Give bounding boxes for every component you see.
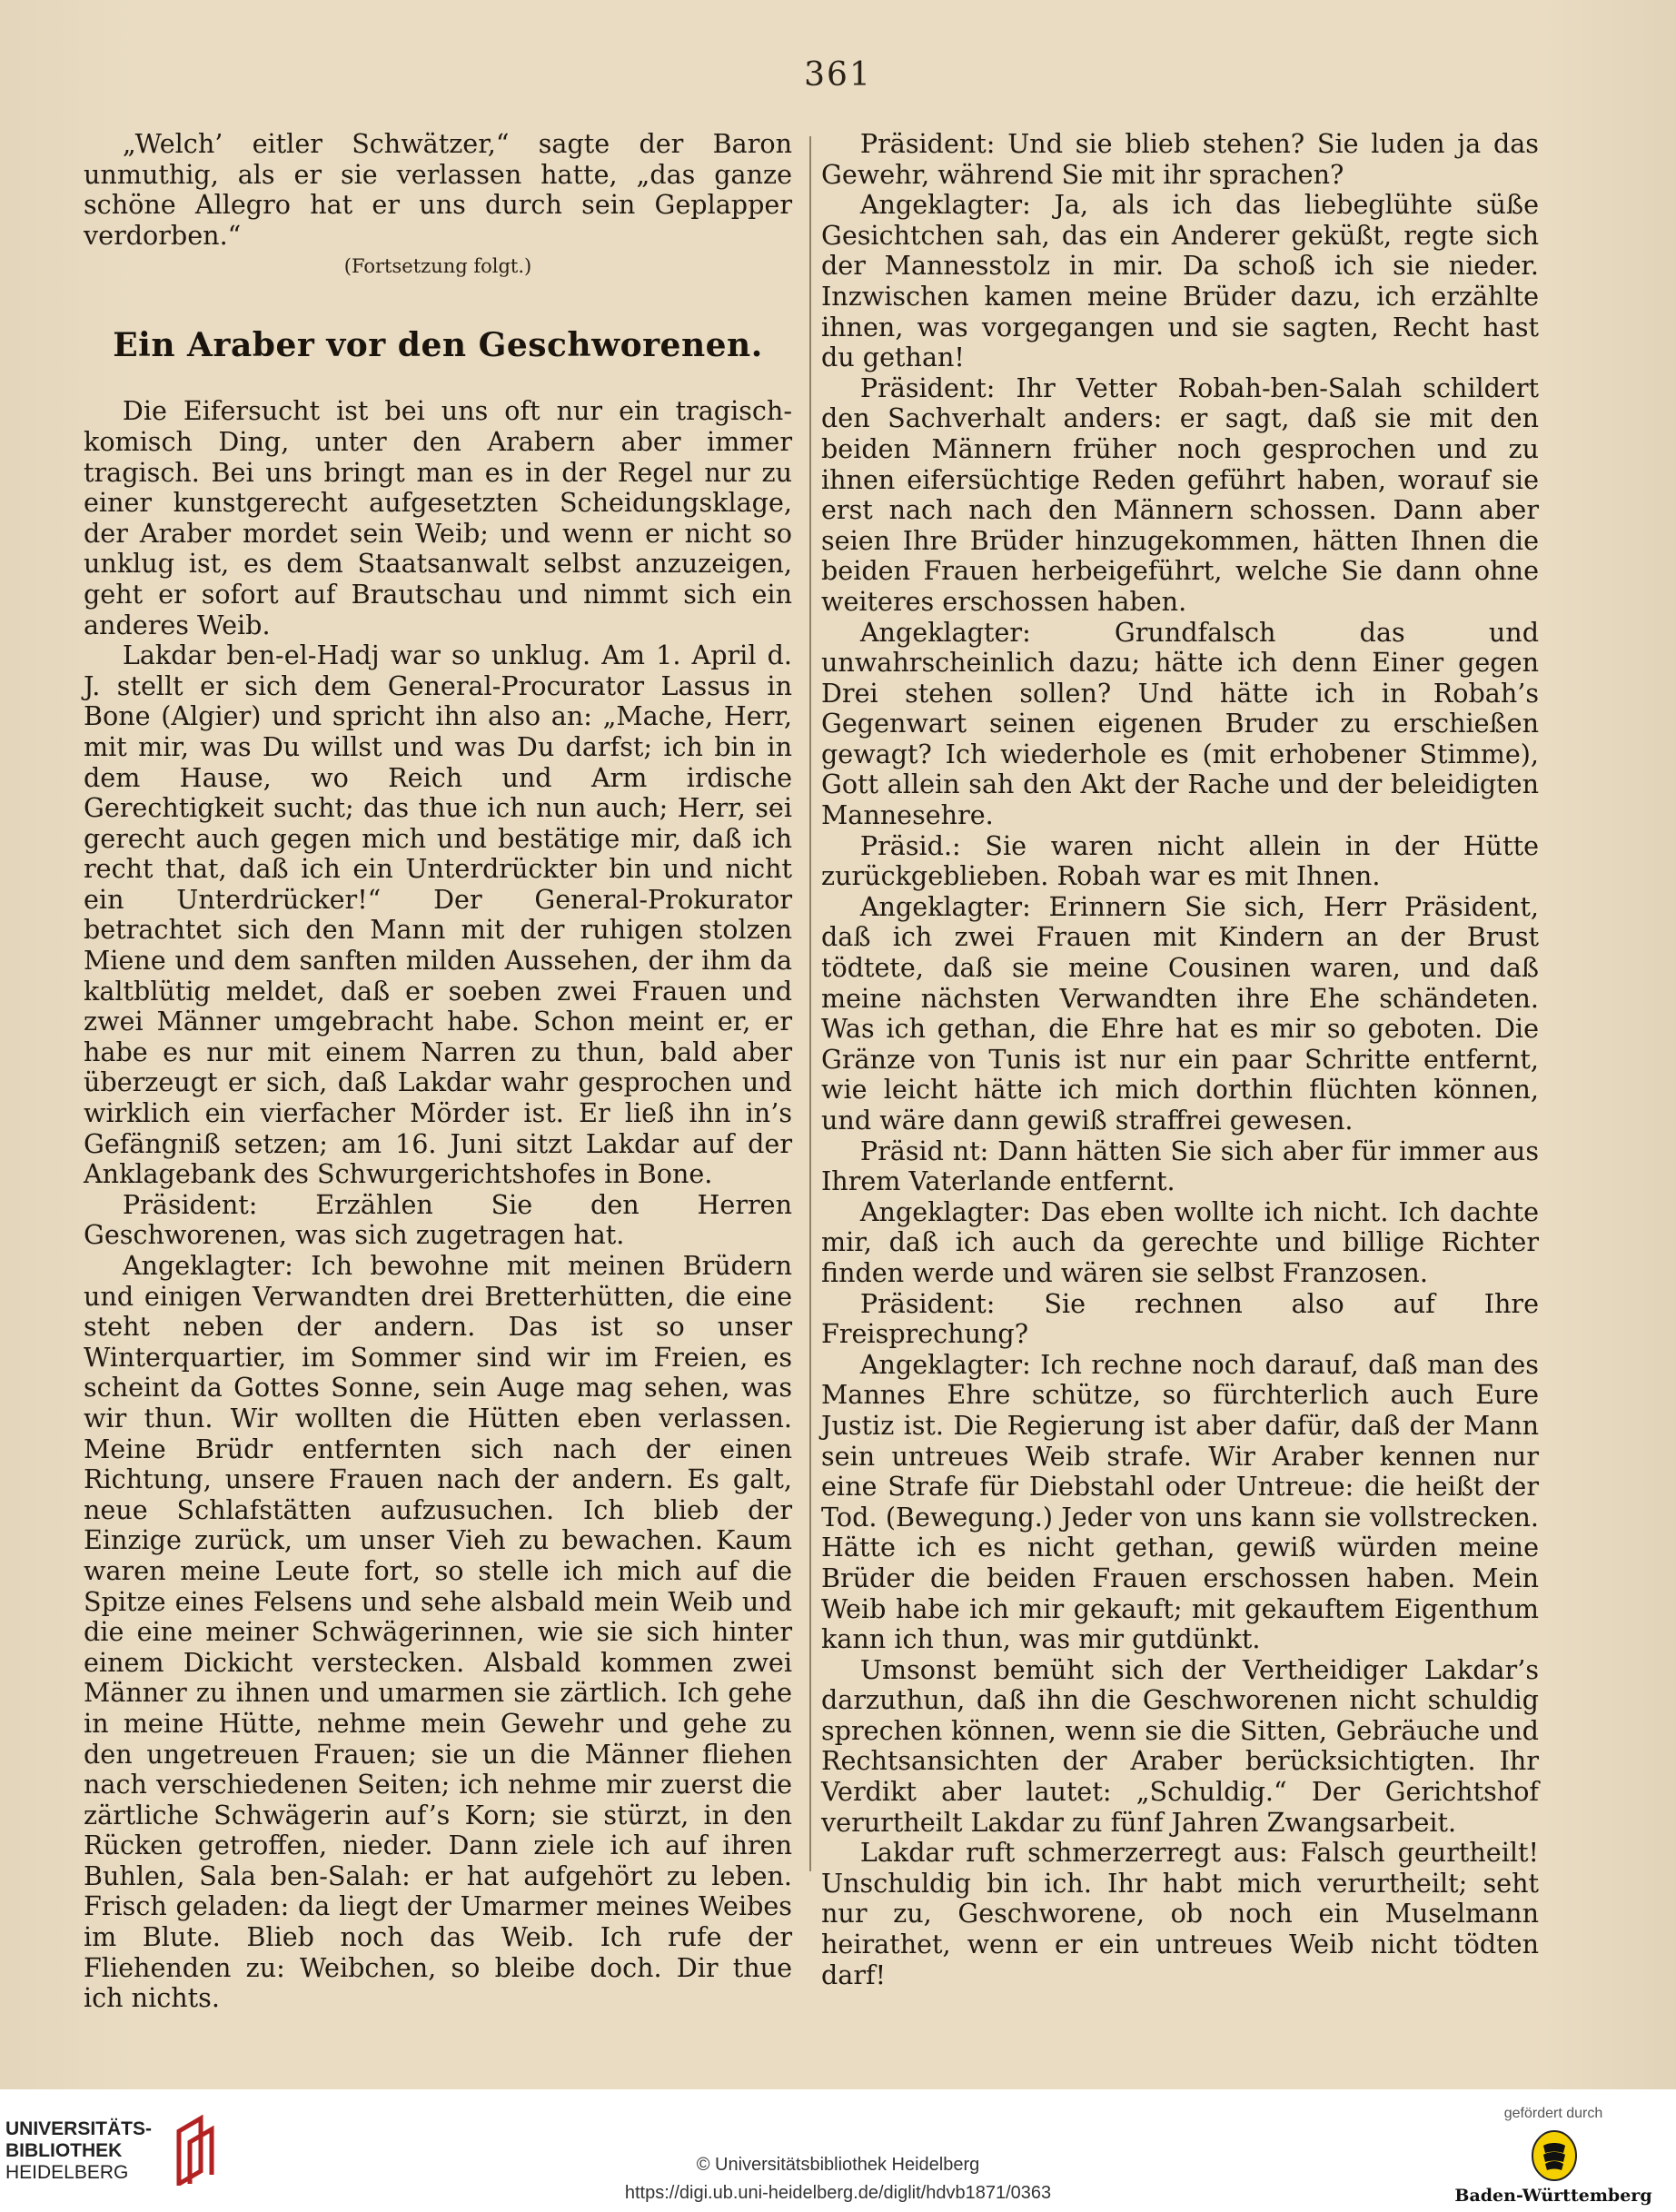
sponsor-block[interactable] [1453, 2106, 1653, 2210]
right-paragraph-1: Präsident: Und sie blieb stehen? Sie luden ja das Gewehr, während Sie mit ihr sprachen? [821, 128, 1539, 190]
left-paragraph-4: Angeklagter: Ich bewohne mit meinen Brüdern und einigen Verwandten drei Bretterhütten, die eine steht neben der andern. Das ist so unser Winterquartier, im Sommer sind wir im Freien, es scheint da Gottes Sonne, sein Auge mag sehen, was wir thun. Wir wollten die Hütten eben verlassen. Meine Brüdr entfernten sich nach der einen Richtung, unsere Frauen nach der andern. Es galt, neue Schlafstätten aufzusuchen. Ich blieb der Einzige zurück, um unser Vieh zu bewachen. Kaum waren meine Leute fort, so stelle ich mich auf die Spitze eines Felsens und sehe alsbald mein Weib und die eine meiner Schwägerinnen, wie sie sich hinter einem Dickicht verstecken. Alsbald kommen zwei Männer zu ihnen und umarmen sie zärtlich. Ich gehe in meine Hütte, nehme mein Gewehr und gehe zu den ungetreuen Frauen; sie un die Männer fliehen nach verschiedenen Seiten; ich nehme mir zuerst die zärtliche Schwägerin auf’s Korn; sie stürzt, in den Rücken getroffen, nieder. Dann ziele ich auf ihren Buhlen, Sala ben-Salah: er hat aufgehört zu leben. Frisch geladen: da liegt der Umarmer meines Weibes im Blute. Blieb noch das Weib. Ich rufe der Fliehenden zu: Weibchen, so bleibe doch. Dir thue ich nichts. [84, 1250, 792, 2014]
left-paragraph-1: Die Eifersucht ist bei uns oft nur ein tragisch-komisch Ding, unter den Arabern aber immer tragisch. Bei uns bringt man es in der Regel nur zu einer kunstgerecht aufgesetzten Scheidungsklage, der Araber mordet sein Weib; und wenn er nicht so unklug ist, es dem Staatsanwalt selbst anzuzeigen, geht er sofort auf Brautschau und nimmt sich ein anderes Weib. [84, 395, 792, 640]
right-column [821, 129, 1539, 1990]
sponsor-name: Baden-Württemberg [1454, 2186, 1652, 2206]
left-paragraph-3: Präsident: Erzählen Sie den Herren Geschworenen, was sich zugetragen hat. [84, 1188, 792, 1251]
right-paragraph-4: Angeklagter: Grundfalsch das und unwahrscheinlich dazu; hätte ich denn Einer gegen Drei stehen sollen? Und hätte ich in Robah’s Gegenwart seinen eigenen Bruder zu erschießen gewagt? Ich wiederhole es (mit erhobener Stimme), Gott allein sah den Akt der Rache und der beleidigten Mannesehre. [821, 616, 1539, 831]
library-line-1: UNIVERSITÄTS- [5, 2118, 153, 2139]
continuation-note: (Fortsetzung folgt.) [343, 255, 532, 278]
opening-paragraph: „Welch’ eitler Schwätzer,“ sagte der Baron unmuthig, als er sie verlassen hatte, „das ganze schöne Allegro hat er uns durch sein Geplapper verdorben.“ [84, 128, 792, 251]
right-paragraph-2: Angeklagter: Ja, als ich das liebeglühte süße Gesichtchen sah, das ein Anderer geküßt, regte sich der Mannesstolz in mir. Da schoß ich sie nieder. Inzwischen kamen meine Brüder dazu, ich erzählte ihnen, was vorgegangen und sie sagten, Recht hast du gethan! [821, 189, 1539, 373]
library-line-2: BIBLIOTHEK [5, 2140, 123, 2161]
document-url[interactable]: https://digi.ub.uni-heidelberg.de/diglit/hdvb1871/0363 [624, 2183, 1052, 2203]
right-paragraph-5: Präsid.: Sie waren nicht allein in der Hütte zurückgeblieben. Robah war es mit Ihnen. [821, 829, 1539, 892]
right-paragraph-7: Präsid nt: Dann hätten Sie sich aber für immer aus Ihrem Vaterlande entfernt. [821, 1135, 1539, 1197]
library-line-3: HEIDELBERG [5, 2162, 129, 2183]
left-column [84, 129, 792, 2014]
right-paragraph-12: Lakdar ruft schmerzerregt aus: Falsch geurtheilt! Unschuldig bin ich. Ihr habt mich verurtheilt; seht nur zu, Geschworene, ob noch ein Muselmann heirathet, wenn er ein untreues Weib nicht tödten darf! [821, 1837, 1539, 1990]
column-divider [809, 136, 811, 1871]
right-paragraph-11: Umsonst bemüht sich der Vertheidiger Lakdar’s darzuthun, daß ihn die Geschworenen nicht schuldig sprechen können, wenn sie die Sitten, Gebräuche und Rechtsansichten der Araber berücksichtigten. Ihr Verdikt aber lautet: „Schuldig.“ Der Gerichtshof verurtheilt Lakdar zu fünf Jahren Zwangsarbeit. [821, 1653, 1539, 1838]
right-paragraph-8: Angeklagter: Das eben wollte ich nicht. Ich dachte mir, daß ich auch da gerechte und billige Richter finden werde und wären sie selbst Franzosen. [821, 1195, 1539, 1288]
right-paragraph-3: Präsident: Ihr Vetter Robah-ben-Salah schildert den Sachverhalt anders: er sagt, daß sie mit den beiden Männern früher noch gesprochen und zu ihnen eifersüchtige Reden geführt haben, worauf sie erst nach nach den Männern schossen. Dann aber seien Ihre Brüder hinzugekommen, hätten Ihnen die beiden Frauen herbeigeführt, welche Sie dann ohne weiteres erschossen haben. [821, 372, 1539, 617]
section-title: Ein Araber vor den Geschworenen. [113, 326, 763, 365]
right-paragraph-10: Angeklagter: Ich rechne noch darauf, daß man des Mannes Ehre schütze, so fürchterlich auch Eure Justiz ist. Die Regierung ist aber dafür, daß der Mann sein untreues Weib strafe. Wir Araber kennen nur eine Strafe für Diebstahl oder Untreue: die heißt der Tod. (Bewegung.) Jeder von uns kann sie vollstrecken. Hätte ich es nicht gethan, gewiß würden meine Brüder die beiden Frauen erschossen haben. Mein Weib habe ich mir gekauft; mit gekauftem Eigenthum kann ich thun, was mir gutdünkt. [821, 1348, 1539, 1655]
sponsor-label: gefördert durch [1503, 2106, 1603, 2121]
footer [0, 2089, 1676, 2212]
right-paragraph-6: Angeklagter: Erinnern Sie sich, Herr Präsident, daß ich zwei Frauen mit Kindern an der Brust tödtete, daß sie meine Cousinen waren, und daß meine nächsten Verwandten ihre Ehe schändeten. Was ich gethan, die Ehre hat es mir so geboten. Die Gränze von Tunis ist nur ein paar Schritte entfernt, wie leicht hätte ich mich dorthin flüchten können, und wäre dann gewiß straffrei gewesen. [821, 890, 1539, 1136]
left-paragraph-2: Lakdar ben-el-Hadj war so unklug. Am 1. April d. J. stellt er sich dem General-Procurator Lassus in Bone (Algier) und spricht ihn also an: „Mache, Herr, mit mir, was Du willst und was Du darfst; ich bin in dem Hause, wo Reich und Arm irdische Gerechtigkeit sucht; das thue ich nun auch; Herr, sei gerecht auch gegen mich und bestätige mir, daß ich recht that, daß ich ein Unterdrückter bin und nicht ein Unterdrücker!“ Der General-Prokurator betrachtet sich den Mann mit der ruhigen stolzen Miene und dem sanften milden Aussehen, der ihm da kaltblütig meldet, daß er soeben zwei Frauen und zwei Männer umgebracht habe. Schon meint er, er habe es nur mit einem Narren zu thun, bald aber überzeugt er sich, daß Lakdar wahr gesprochen und wirklich ein vierfacher Mörder ist. Er ließ ihn in’s Gefängniß setzen; am 16. Juni sitzt Lakdar auf der Anklagebank des Schwurgerichtshofes in Bone. [84, 640, 792, 1190]
page-number: 361 [804, 56, 872, 94]
state-crest-icon [1531, 2129, 1578, 2182]
right-paragraph-9: Präsident: Sie rechnen also auf Ihre Freisprechung? [821, 1287, 1539, 1350]
copyright-notice: © Universitätsbibliothek Heidelberg [696, 2155, 980, 2175]
